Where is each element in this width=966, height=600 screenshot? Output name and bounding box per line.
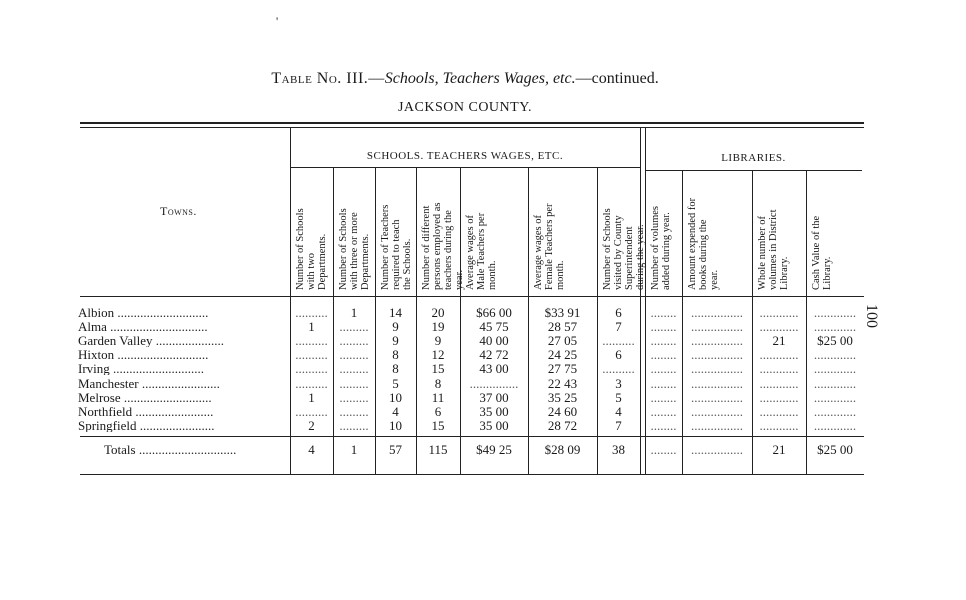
title-suffix: —continued. <box>575 70 659 87</box>
table-cell: ......... <box>339 404 369 418</box>
table-cell: 5 <box>392 375 399 391</box>
column-header-10: Whole number of volumes in District Library. <box>757 209 790 290</box>
table-cell: 3 <box>615 375 622 391</box>
table-cell: 7 <box>615 319 622 335</box>
table-row <box>0 334 966 347</box>
table-cell: ............... <box>469 376 519 390</box>
totals-cell: $49 25 <box>476 442 512 457</box>
table-cell: 1 <box>350 305 358 320</box>
table-cell: 22 43 <box>547 375 578 391</box>
table-cell: 20 <box>431 305 445 320</box>
table-row <box>0 348 966 361</box>
table-cell: ........ <box>650 404 677 418</box>
table-cell: .......... <box>295 334 328 348</box>
totals-label: Totals .............................. <box>104 443 237 456</box>
table-cell: $33 91 <box>544 305 581 320</box>
table-cell: ................ <box>691 418 743 432</box>
table-cell: ................ <box>691 362 743 376</box>
table-cell: 42 72 <box>479 347 509 363</box>
table-cell: 4 <box>392 403 399 419</box>
table-cell: ................ <box>691 376 743 390</box>
table-cell: ......... <box>339 348 369 362</box>
table-cell: 37 00 <box>479 389 509 405</box>
table-row <box>0 419 966 432</box>
table-cell: ......... <box>339 320 369 334</box>
town-name: Albion ............................ <box>78 306 209 319</box>
top-rule-1 <box>80 122 864 124</box>
table-cell: 28 72 <box>547 417 578 433</box>
table-cell: .......... <box>295 376 328 390</box>
table-cell: 24 60 <box>547 403 578 419</box>
town-name: Melrose ........................... <box>78 390 212 404</box>
table-cell: 9 <box>434 333 442 349</box>
page-number: 100 <box>863 304 880 328</box>
town-name: Irving ............................ <box>78 362 205 376</box>
totals-cell: 57 <box>389 442 402 457</box>
table-cell: ........ <box>650 306 677 319</box>
table-cell: ................ <box>691 348 743 362</box>
column-header-11: Cash Value of the Library. <box>811 215 833 290</box>
towns-column-header: Towns. <box>160 204 197 218</box>
table-cell: ......... <box>339 362 369 376</box>
schools-group-header: SCHOOLS. TEACHERS WAGES, ETC. <box>366 150 564 162</box>
table-cell: ............ <box>759 390 799 404</box>
table-cell: $25 00 <box>817 333 853 349</box>
town-name: Alma .............................. <box>78 320 208 334</box>
libraries-group-rule <box>645 170 862 171</box>
table-cell: 1 <box>308 319 315 335</box>
table-cell: ............. <box>813 418 857 432</box>
county-heading: JACKSON COUNTY. <box>397 100 533 115</box>
table-cell: ............ <box>759 404 799 418</box>
table-cell: 27 05 <box>547 333 578 349</box>
table-cell: 12 <box>431 347 445 363</box>
table-cell: 9 <box>392 319 399 335</box>
table-cell: ......... <box>339 334 369 348</box>
column-header-1: Number of Schools with two Departments. <box>295 208 328 290</box>
column-header-7: Number of Schools visited by County Superintendent during the year. <box>602 208 646 290</box>
table-cell: ............ <box>759 320 799 334</box>
table-cell: ........ <box>650 334 677 348</box>
table-cell: ........ <box>650 390 677 404</box>
table-cell: 5 <box>615 389 622 405</box>
table-cell: 8 <box>392 361 399 377</box>
column-header-9: Amount expended for books during the year. <box>687 197 720 290</box>
table-cell: ........ <box>650 320 677 334</box>
totals-cell: 1 <box>350 442 358 457</box>
table-cell: .......... <box>295 348 328 362</box>
table-cell: .......... <box>295 306 328 319</box>
totals-cell: 4 <box>308 442 315 457</box>
table-cell: 15 <box>431 361 445 377</box>
table-cell: ............. <box>813 320 857 334</box>
table-cell: 45 75 <box>479 319 509 335</box>
table-cell: 6 <box>615 347 622 363</box>
table-cell: .......... <box>602 334 635 348</box>
table-cell: ............ <box>759 376 799 390</box>
table-cell: 7 <box>615 417 622 433</box>
town-name: Garden Valley ..................... <box>78 334 224 348</box>
totals-cell: $25 00 <box>817 442 853 457</box>
table-cell: 8 <box>434 375 442 391</box>
table-cell: ................ <box>691 320 743 334</box>
table-cell: .......... <box>602 362 635 376</box>
table-cell: 11 <box>431 389 445 405</box>
libraries-group-header: LIBRARIES. <box>721 152 786 164</box>
table-bottom-rule <box>80 474 864 475</box>
stray-mark: ' <box>276 14 279 28</box>
totals-cell: ........ <box>650 443 677 456</box>
table-cell: ................ <box>691 404 743 418</box>
table-cell: ............ <box>759 362 799 376</box>
table-cell: ........ <box>650 418 677 432</box>
table-cell: ........ <box>650 348 677 362</box>
table-row <box>0 377 966 390</box>
table-cell: .......... <box>295 404 328 418</box>
table-cell: 28 57 <box>547 319 578 335</box>
table-cell: ................ <box>691 390 743 404</box>
table-cell: 35 00 <box>479 403 509 419</box>
table-row <box>0 320 966 333</box>
table-row <box>0 391 966 404</box>
table-cell: 40 00 <box>479 333 509 349</box>
table-cell: ......... <box>339 418 369 432</box>
table-cell: 21 <box>772 333 786 349</box>
table-cell: ......... <box>339 376 369 390</box>
table-cell: .......... <box>295 362 328 376</box>
town-name: Hixton ............................ <box>78 348 209 362</box>
table-cell: ............. <box>813 404 857 418</box>
town-name: Northfield ........................ <box>78 404 214 418</box>
table-cell: 10 <box>389 389 402 405</box>
table-cell: 6 <box>434 403 442 419</box>
totals-cell: 38 <box>612 442 625 457</box>
totals-cell: $28 09 <box>544 442 581 457</box>
table-cell: 1 <box>308 389 315 405</box>
table-cell: 27 75 <box>547 361 578 377</box>
table-cell: 35 00 <box>479 417 509 433</box>
totals-cell: 21 <box>772 442 786 457</box>
column-header-2: Number of Schools with three or more Departments. <box>338 208 371 290</box>
table-cell: 15 <box>431 417 445 433</box>
totals-line <box>0 443 966 456</box>
table-cell: ......... <box>339 390 369 404</box>
table-cell: ........ <box>650 362 677 376</box>
table-cell: ............. <box>813 348 857 362</box>
totals-top-rule <box>80 436 864 437</box>
table-row <box>0 405 966 418</box>
header-bottom-rule <box>80 296 864 297</box>
column-header-3: Number of Teachers required to teach the Schools. <box>380 204 413 290</box>
table-cell: ................ <box>691 334 743 348</box>
table-row <box>0 306 966 319</box>
totals-cell: ................ <box>691 443 743 456</box>
table-cell: 8 <box>392 347 399 363</box>
column-header-8: Number of volumes added during year. <box>650 206 672 290</box>
table-title <box>0 70 930 88</box>
table-cell: 9 <box>392 333 399 349</box>
table-cell: 10 <box>389 417 402 433</box>
column-header-6: Average wages of Female Teachers per month. <box>533 203 566 290</box>
table-cell: ............ <box>759 306 799 319</box>
table-cell: 4 <box>615 403 622 419</box>
table-cell: 24 25 <box>547 347 578 363</box>
table-cell: ........ <box>650 376 677 390</box>
table-cell: ............. <box>813 306 857 319</box>
table-cell: 14 <box>389 305 402 320</box>
totals-cell: 115 <box>428 442 448 457</box>
town-name: Springfield ....................... <box>78 418 215 432</box>
column-header-4: Number of different persons employed as teachers during the year. <box>421 202 465 290</box>
title-italic: Schools, Teachers Wages, etc. <box>384 70 576 87</box>
table-cell: $66 00 <box>476 305 512 320</box>
top-rule-2 <box>80 127 864 128</box>
table-cell: ............. <box>813 390 857 404</box>
table-cell: 2 <box>308 417 315 433</box>
column-header-5: Average wages of Male Teachers per month. <box>465 212 498 290</box>
table-cell: 19 <box>431 319 445 335</box>
table-cell: ............ <box>759 418 799 432</box>
title-prefix: Table No. III.— <box>271 70 385 87</box>
schools-group-rule <box>290 167 640 168</box>
table-row <box>0 362 966 375</box>
table-cell: 35 25 <box>547 389 578 405</box>
table-cell: ............. <box>813 362 857 376</box>
table-cell: 6 <box>615 305 622 320</box>
table-cell: ............ <box>759 348 799 362</box>
table-cell: ............. <box>813 376 857 390</box>
town-name: Manchester ........................ <box>78 376 220 390</box>
table-cell: 43 00 <box>479 361 509 377</box>
table-cell: ................ <box>691 306 743 319</box>
